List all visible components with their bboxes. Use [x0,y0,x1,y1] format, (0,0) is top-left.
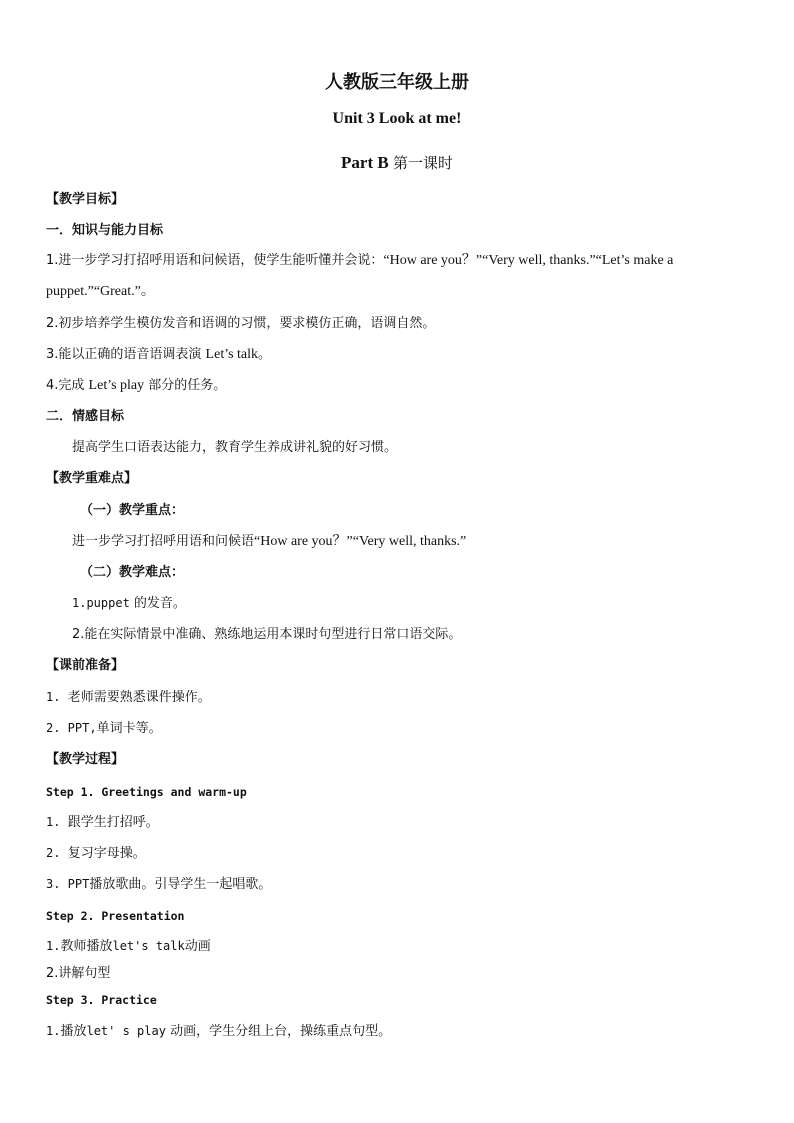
step-1-heading: Step 1. Greetings and warm-up [46,785,247,799]
knowledge-heading: 一．知识与能力目标 [46,223,164,238]
step-1-item-1: 1. 跟学生打招呼。 [46,815,159,830]
step-1-item-3: 3. PPT播放歌曲。引导学生一起唱歌。 [46,877,272,892]
key-heading: 【教学重难点】 [46,471,138,486]
unit-title: Unit 3 Look at me! [332,110,462,127]
prep-heading: 【课前准备】 [46,658,125,673]
key-point-heading: （一）教学重点： [80,503,185,518]
objective-2: 2.初步培养学生模仿发音和语调的习惯，要求模仿正确，语调自然。 [46,316,436,331]
objective-3: 3.能以正确的语音语调表演 Let’s talk。 [46,347,272,362]
objectives-heading: 【教学目标】 [46,192,125,207]
step-2-heading: Step 2. Presentation [46,909,185,923]
emotion-heading: 二．情感目标 [46,409,125,424]
step-1-item-2: 2. 复习字母操。 [46,846,146,861]
prep-item-1: 1. 老师需要熟悉课件操作。 [46,690,211,705]
key-point-text: 进一步学习打招呼用语和问候语“How are you？”“Very well, thanks.” [72,534,467,549]
prep-item-2: 2. PPT,单词卡等。 [46,721,162,736]
objective-1-line-1: 1.进一步学习打招呼用语和问候语，使学生能听懂并会说：“How are you？”“Very well, thanks.”“Let’s make a [46,253,674,268]
process-heading: 【教学过程】 [46,752,125,767]
difficulty-heading: （二）教学难点： [80,565,185,580]
document-title: 人教版三年级上册 [325,72,469,93]
difficulty-2: 2.能在实际情景中准确、熟练地运用本课时句型进行日常口语交际。 [72,627,462,642]
emotion-text: 提高学生口语表达能力，教育学生养成讲礼貌的好习惯。 [72,440,398,455]
objective-1-line-2: puppet.”“Great.”。 [46,284,155,299]
objective-4: 4.完成 Let’s play 部分的任务。 [46,378,227,393]
step-2-item-2: 2.讲解句型 [46,966,111,981]
part-title-en: Part B [341,153,389,172]
part-title-cn: 第一课时 [392,154,453,172]
part-title [0,152,794,173]
difficulty-1: 1.puppet 的发音。 [72,596,186,611]
step-3-heading: Step 3. Practice [46,993,157,1007]
step-2-item-1: 1.教师播放let's talk动画 [46,939,211,954]
step-3-item-1: 1.播放let' s play 动画，学生分组上台，操练重点句型。 [46,1024,392,1039]
